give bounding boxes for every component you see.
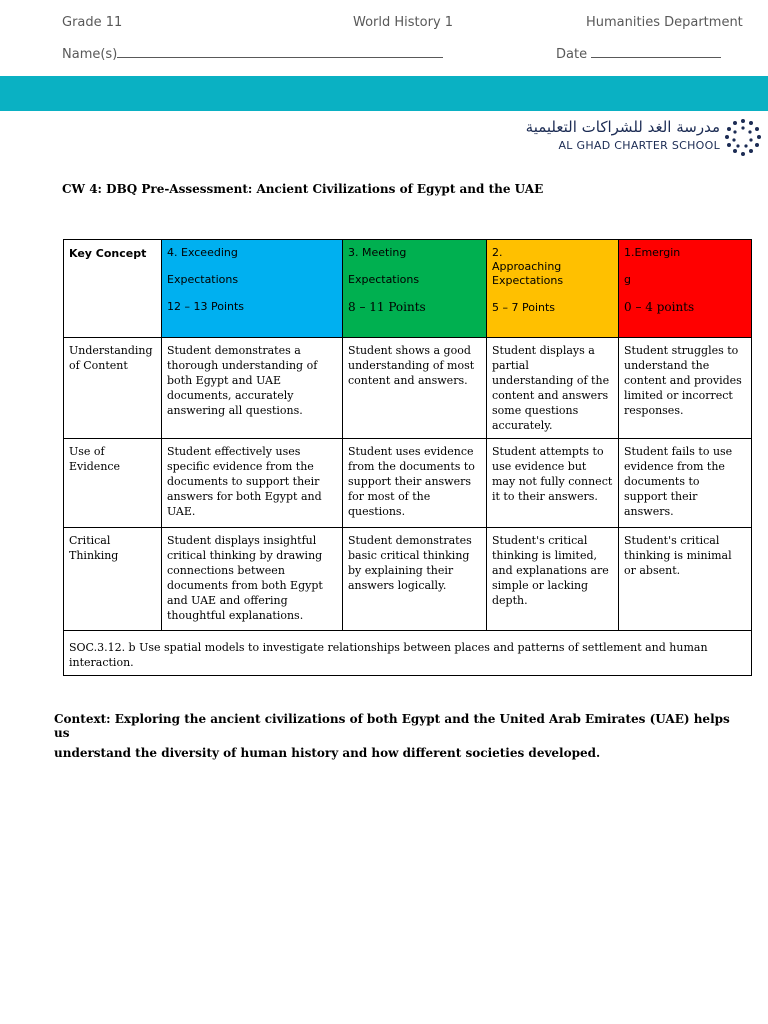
context-line-1: Context: Exploring the ancient civilizations of both Egypt and the United Arab Emirates (UAE) helps us: [54, 712, 730, 740]
school-logo: [525, 118, 762, 158]
criteria-cell: Student uses evidence from the documents to support their answers for most of the questions.: [343, 439, 487, 528]
level-exceeding-header: 4. Exceeding Expectations 12 – 13 Points: [162, 240, 343, 338]
dot-cluster-logo-icon: [724, 118, 762, 158]
criteria-cell: Student demonstrates basic critical thinking by explaining their answers logically.: [343, 528, 487, 631]
criteria-cell: Student attempts to use evidence but may not fully connect it to their answers.: [487, 439, 619, 528]
criteria-cell: Student displays insightful critical thinking by drawing connections between documents from both Egypt and UAE and offering thoughtful explanations.: [162, 528, 343, 631]
grade-label: Grade 11: [62, 15, 123, 30]
criteria-cell: Student's critical thinking is minimal or absent.: [619, 528, 752, 631]
rubric-header-row: [64, 240, 752, 338]
criteria-cell: Student shows a good understanding of most content and answers.: [343, 338, 487, 439]
concept-cell: Use of Evidence: [64, 439, 162, 528]
context-line-2: understand the diversity of human history and how different societies developed.: [54, 746, 601, 760]
criteria-cell: Student displays a partial understanding of the content and answers some questions accurately.: [487, 338, 619, 439]
rubric-table: [63, 239, 752, 676]
rubric-row-evidence: [64, 439, 752, 528]
criteria-cell: Student demonstrates a thorough understanding of both Egypt and UAE documents, accurately answering all questions.: [162, 338, 343, 439]
standard-text: SOC.3.12. b Use spatial models to investigate relationships between places and patterns of settlement and human interaction.: [64, 631, 752, 676]
logo-english-text: AL GHAD CHARTER SCHOOL: [558, 139, 720, 152]
logo-arabic-text: مدرسة الغد للشراكات التعليمية: [525, 118, 720, 136]
rubric-row-critical-thinking: [64, 528, 752, 631]
date-line[interactable]: [591, 57, 721, 58]
names-field[interactable]: [62, 47, 443, 62]
criteria-cell: Student struggles to understand the content and provides limited or incorrect responses.: [619, 338, 752, 439]
names-label: Name(s): [62, 47, 118, 62]
level-meeting-header: 3. Meeting Expectations 8 – 11 Points: [343, 240, 487, 338]
names-line[interactable]: [117, 57, 443, 58]
level-approaching-header: 2. Approaching Expectations 5 – 7 Points: [487, 240, 619, 338]
level-emerging-header: 1.Emergin g 0 – 4 points: [619, 240, 752, 338]
department-label: Humanities Department: [586, 15, 743, 30]
date-field[interactable]: [556, 47, 721, 62]
course-label: World History 1: [353, 15, 454, 30]
concept-cell: Understanding of Content: [64, 338, 162, 439]
date-label: Date: [556, 47, 588, 62]
criteria-cell: Student fails to use evidence from the documents to support their answers.: [619, 439, 752, 528]
criteria-cell: Student's critical thinking is limited, and explanations are simple or lacking depth.: [487, 528, 619, 631]
header-band: [0, 76, 768, 111]
rubric-standard-row: [64, 631, 752, 676]
assignment-title: CW 4: DBQ Pre-Assessment: Ancient Civilizations of Egypt and the UAE: [62, 182, 544, 196]
concept-cell: Critical Thinking: [64, 528, 162, 631]
rubric-row-understanding: [64, 338, 752, 439]
key-concept-header: Key Concept: [64, 240, 162, 338]
criteria-cell: Student effectively uses specific evidence from the documents to support their answers for both Egypt and UAE.: [162, 439, 343, 528]
